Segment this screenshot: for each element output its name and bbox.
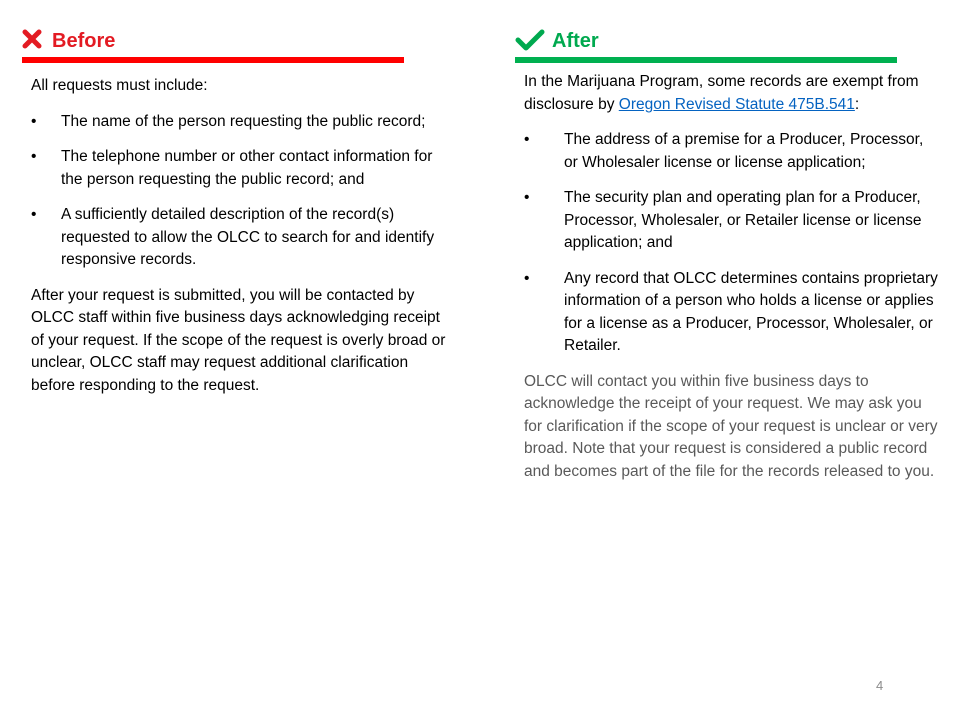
list-item (524, 129, 939, 174)
list-item (31, 111, 451, 134)
before-body (31, 75, 451, 410)
after-intro (524, 71, 939, 116)
after-intro-text: In the Marijuana Program, some records are exempt from disclosure by (524, 73, 919, 113)
list-item-text: Any record that OLCC determines contains proprietary information of a person who holds a license or applies for a license as a Producer, Processor, Wholesaler, or Retailer. (564, 269, 938, 354)
before-column (22, 0, 452, 394)
list-item-text: The telephone number or other contact information for the person requesting the public record; and (61, 148, 433, 188)
after-closing: OLCC will contact you within five business days to acknowledge the receipt of your request. We may ask you for clarification if the scope of your request is unclear or very broad. Note that your request is considered a public record and becomes part of the file for the records released to you. (524, 372, 938, 480)
bullet: • (31, 112, 37, 130)
before-bullet-list (31, 111, 451, 272)
after-intro-colon: : (854, 95, 860, 113)
list-item (524, 187, 939, 255)
list-item-text: The security plan and operating plan for a Producer, Processor, Wholesaler, or Retailer license or license application; and (564, 189, 922, 251)
bullet: • (524, 131, 530, 148)
list-item (524, 268, 939, 358)
check-icon (515, 29, 545, 51)
bullet: • (524, 269, 530, 287)
before-heading (22, 0, 452, 52)
bullet: • (31, 206, 37, 223)
ors-475b541-link[interactable]: Oregon Revised Statute 475B.541 (618, 95, 855, 113)
list-item-text: The name of the person requesting the public record; (61, 112, 426, 130)
list-item (31, 146, 451, 191)
after-body (524, 71, 939, 496)
list-item-text: The address of a premise for a Producer, Processor, or Wholesaler license or license application; (564, 131, 924, 171)
list-item-text: A sufficiently detailed description of the record(s) requested to allow the OLCC to search for and identify responsive records. (61, 206, 435, 268)
after-column (515, 0, 940, 480)
after-heading (515, 0, 940, 52)
after-divider (515, 57, 897, 63)
x-icon (22, 29, 42, 49)
page-number: 4 (876, 678, 884, 693)
before-label: Before (52, 30, 116, 52)
before-intro: All requests must include: (31, 77, 208, 94)
before-closing: After your request is submitted, you will be contacted by OLCC staff within five business days acknowledging receipt of your request. If the scope of the request is overly broad or unclear, OLCC staff may request additional clarification before responding to the request. (31, 286, 446, 394)
list-item (31, 204, 451, 272)
bullet: • (524, 189, 530, 206)
after-bullet-list (524, 129, 939, 358)
bullet: • (31, 148, 37, 165)
before-divider (22, 57, 404, 63)
after-label: After (552, 30, 599, 52)
